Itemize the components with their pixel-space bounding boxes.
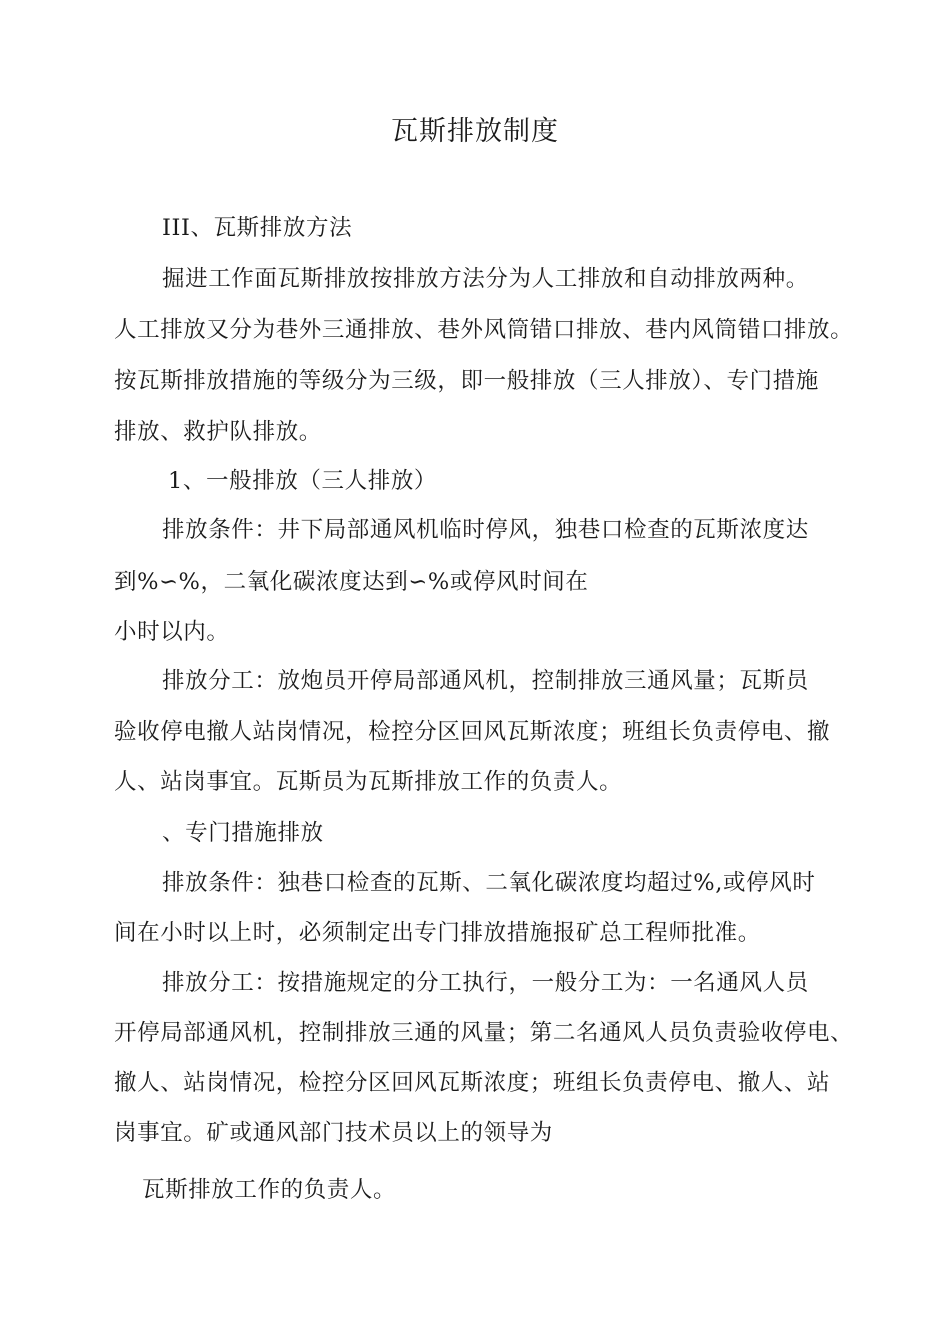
paragraph-line: 小时以内。	[114, 619, 230, 645]
paragraph-line: 掘进工作面瓦斯排放按排放方法分为人工排放和自动排放两种。	[162, 266, 809, 292]
subsection-heading: 、专门措施排放	[162, 820, 324, 846]
paragraph-line: 撤人、站岗情况，检控分区回风瓦斯浓度；班组长负责停电、撤人、站	[114, 1070, 831, 1096]
paragraph-line: 按瓦斯排放措施的等级分为三级，即一般排放（三人排放）、专门措施	[114, 368, 819, 394]
paragraph-line: 人工排放又分为巷外三通排放、巷外风筒错口排放、巷内风筒错口排放。	[114, 317, 854, 343]
paragraph-line: 瓦斯排放工作的负责人。	[142, 1177, 397, 1203]
paragraph-line: 排放分工：按措施规定的分工执行，一般分工为：一名通风人员	[162, 970, 809, 996]
paragraph-line: 排放分工：放炮员开停局部通风机，控制排放三通风量；瓦斯员	[162, 668, 809, 694]
paragraph-line: 排放、救护队排放。	[114, 419, 322, 445]
subsection-heading: 1、一般排放（三人排放）	[168, 468, 438, 494]
paragraph-line: 排放条件：井下局部通风机临时停风，独巷口检查的瓦斯浓度达	[162, 517, 809, 543]
section-heading: III、瓦斯排放方法	[162, 215, 353, 241]
paragraph-line: 岗事宜。矿或通风部门技术员以上的领导为	[114, 1120, 553, 1146]
paragraph-line: 人、站岗事宜。瓦斯员为瓦斯排放工作的负责人。	[114, 769, 623, 795]
document-title: 瓦斯排放制度	[391, 116, 559, 147]
paragraph-line: 开停局部通风机，控制排放三通的风量；第二名通风人员负责验收停电、	[114, 1020, 854, 1046]
paragraph-line: 到%∽%，二氧化碳浓度达到∽%或停风时间在	[114, 569, 589, 595]
paragraph-line: 验收停电撤人站岗情况，检控分区回风瓦斯浓度；班组长负责停电、撤	[114, 719, 831, 745]
paragraph-line: 排放条件：独巷口检查的瓦斯、二氧化碳浓度均超过%,或停风时	[162, 870, 816, 896]
paragraph-line: 间在小时以上时，必须制定出专门排放措施报矿总工程师批准。	[114, 920, 761, 946]
